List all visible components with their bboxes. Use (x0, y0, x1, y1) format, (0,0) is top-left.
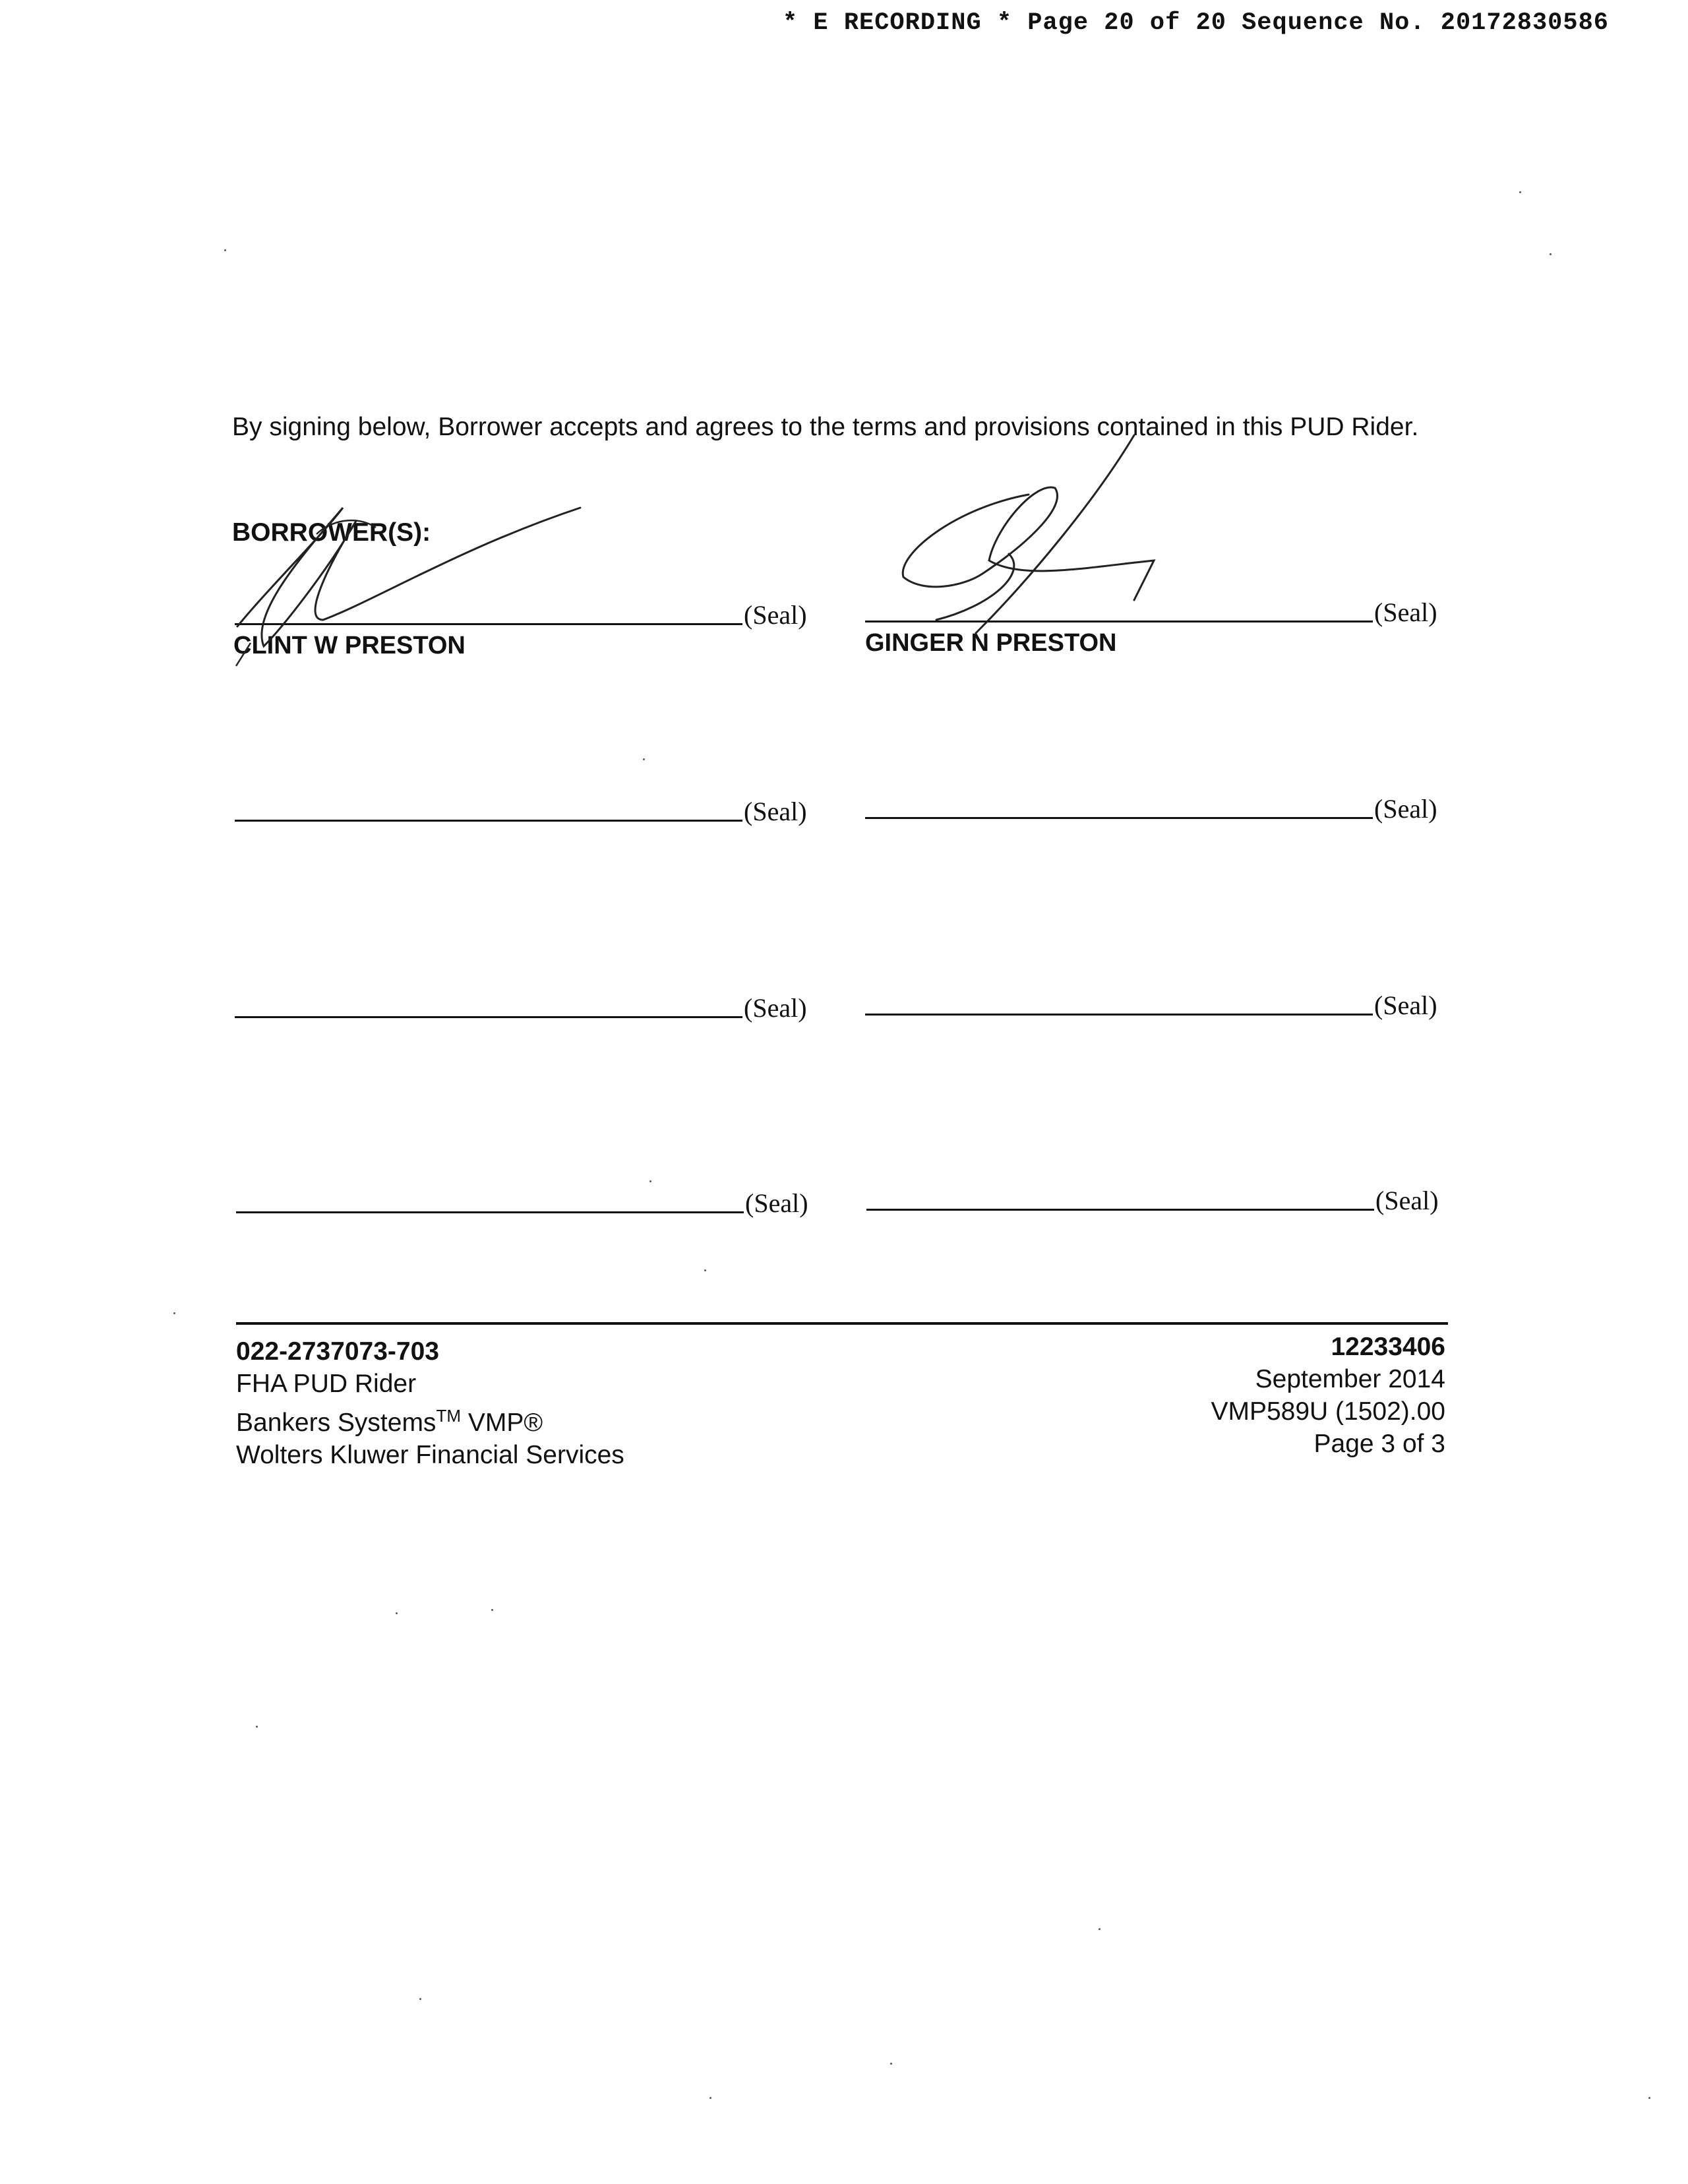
scan-speck (224, 249, 226, 251)
borrowers-label: BORROWER(S): (232, 518, 431, 547)
scan-speck (704, 1269, 706, 1271)
signature-line-7 (236, 1179, 816, 1219)
scan-speck (1519, 191, 1521, 193)
signature-line-8 (866, 1176, 1447, 1216)
scan-speck (419, 1998, 421, 2000)
scan-speck (649, 1180, 651, 1182)
vendor-name: Bankers Systems (236, 1409, 437, 1437)
vendor-line (236, 1400, 624, 1439)
seal-label: (Seal) (744, 993, 807, 1023)
page-number: Page 3 of 3 (1313, 1430, 1445, 1458)
scan-speck (709, 2097, 711, 2099)
document-id: 12233406 (1331, 1333, 1445, 1361)
footer-divider (236, 1322, 1448, 1325)
trademark-mark: TM (436, 1406, 461, 1426)
seal-label: (Seal) (745, 1188, 808, 1218)
scan-speck (396, 1612, 398, 1614)
seal-label: (Seal) (1374, 597, 1437, 627)
loan-number: 022-2737073-703 (236, 1337, 439, 1366)
scan-speck (890, 2063, 892, 2065)
scan-speck (1099, 1928, 1100, 1930)
seal-label: (Seal) (744, 600, 807, 630)
scan-speck (643, 758, 645, 760)
form-date: September 2014 (1255, 1365, 1445, 1393)
signer-2-name: GINGER N PRESTON (865, 629, 1117, 657)
form-name: FHA PUD Rider (236, 1370, 417, 1398)
signature-scribble-2 (857, 422, 1174, 646)
form-code: VMP589U (1502).00 (1211, 1397, 1445, 1426)
footer-right-block (1211, 1331, 1445, 1460)
signature-line-4 (865, 785, 1445, 824)
signer-1-name: CLINT W PRESTON (233, 632, 466, 659)
seal-label: (Seal) (1374, 990, 1437, 1020)
seal-label: (Seal) (1374, 794, 1437, 824)
scan-speck (173, 1312, 175, 1314)
signature-scribble-1 (224, 495, 593, 679)
scan-speck (256, 1726, 258, 1728)
scan-speck (1550, 253, 1552, 255)
vendor-product: VMP® (467, 1409, 543, 1437)
recording-header: * E RECORDING * Page 20 of 20 Sequence No. 20172830586 (783, 9, 1609, 37)
signature-line-5 (235, 984, 815, 1023)
publisher: Wolters Kluwer Financial Services (236, 1441, 624, 1469)
acceptance-paragraph: By signing below, Borrower accepts and agrees to the terms and provisions contained in this PUD Rider. (232, 413, 1419, 441)
signature-line-3 (235, 787, 815, 827)
scan-speck (1648, 2097, 1650, 2099)
signature-line-6 (865, 981, 1445, 1021)
seal-label: (Seal) (1375, 1186, 1439, 1215)
scan-speck (491, 1609, 493, 1611)
seal-label: (Seal) (744, 797, 807, 826)
footer-left-block (236, 1335, 624, 1471)
